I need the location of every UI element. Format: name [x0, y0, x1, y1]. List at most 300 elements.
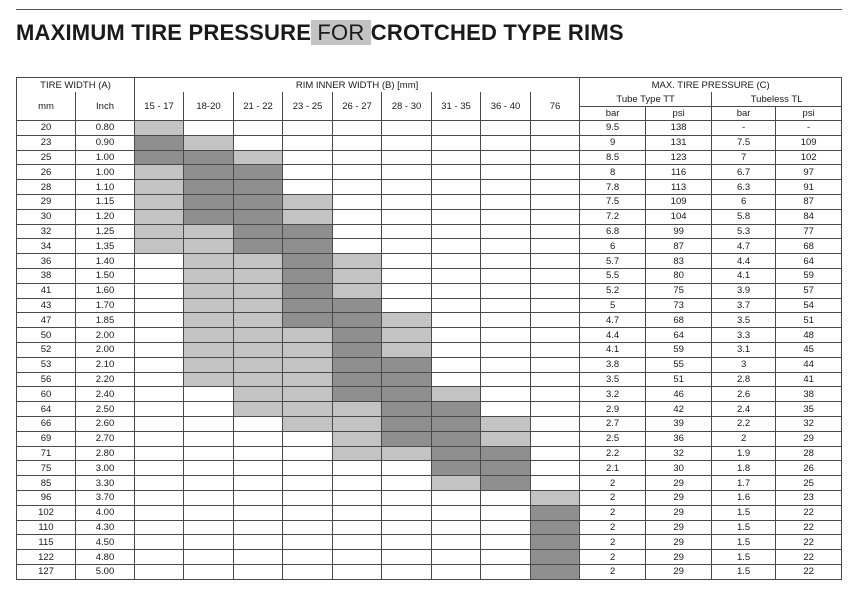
rim-compat-cell [432, 387, 481, 402]
rim-compat-cell [234, 446, 283, 461]
rim-compat-cell [333, 328, 382, 343]
rim-compat-cell [333, 535, 382, 550]
rim-compat-cell [531, 224, 580, 239]
rim-compat-cell [432, 461, 481, 476]
tt-bar-cell: 4.7 [580, 313, 646, 328]
tl-bar-cell: 3.9 [712, 283, 776, 298]
rim-compat-cell [531, 298, 580, 313]
rim-compat-cell [135, 254, 184, 269]
table-row [17, 461, 842, 476]
inch-cell: 2.00 [76, 342, 135, 357]
rim-compat-cell [432, 328, 481, 343]
tt-psi-cell: 116 [646, 165, 712, 180]
rim-compat-cell [531, 431, 580, 446]
tl-psi-cell: 84 [776, 209, 842, 224]
tt-psi-cell: 29 [646, 520, 712, 535]
rim-compat-cell [531, 239, 580, 254]
rim-compat-cell [283, 283, 333, 298]
rim-compat-cell [531, 313, 580, 328]
rim-compat-cell [283, 446, 333, 461]
rim-compat-cell [234, 239, 283, 254]
inch-cell: 1.15 [76, 194, 135, 209]
rim-compat-cell [432, 550, 481, 565]
tl-psi-cell: 38 [776, 387, 842, 402]
tl-bar-cell: 4.1 [712, 268, 776, 283]
rim-compat-cell [531, 461, 580, 476]
rim-compat-cell [481, 224, 531, 239]
title-part-2: FOR [311, 20, 371, 45]
tl-psi-cell: 97 [776, 165, 842, 180]
tt-psi-cell: 29 [646, 490, 712, 505]
tl-bar-cell: 6.3 [712, 180, 776, 195]
tl-bar-cell: 2.8 [712, 372, 776, 387]
tubeless-header: Tubeless TL [712, 92, 842, 107]
table-row [17, 150, 842, 165]
rim-compat-cell [135, 342, 184, 357]
rim-compat-cell [432, 357, 481, 372]
rim-compat-cell [481, 387, 531, 402]
rim-compat-cell [234, 357, 283, 372]
rim-compat-cell [531, 357, 580, 372]
rim-compat-cell [382, 535, 432, 550]
table-row [17, 135, 842, 150]
table-row [17, 224, 842, 239]
rim-compat-cell [382, 402, 432, 417]
tl-bar-cell: 3.5 [712, 313, 776, 328]
tl-psi-cell: - [776, 121, 842, 136]
tl-bar-header: bar [712, 107, 776, 121]
rim-compat-cell [333, 372, 382, 387]
rim-compat-cell [234, 476, 283, 491]
rim-compat-cell [234, 416, 283, 431]
rim-compat-cell [481, 283, 531, 298]
rim-compat-cell [481, 431, 531, 446]
rim-compat-cell [531, 283, 580, 298]
table-row [17, 402, 842, 417]
rim-compat-cell [234, 165, 283, 180]
rim-compat-cell [135, 402, 184, 417]
tt-psi-cell: 123 [646, 150, 712, 165]
rim-compat-cell [481, 342, 531, 357]
rim-compat-cell [531, 490, 580, 505]
rim-compat-cell [184, 461, 234, 476]
rim-compat-cell [135, 387, 184, 402]
tl-bar-cell: 3.7 [712, 298, 776, 313]
rim-compat-cell [135, 209, 184, 224]
rim-compat-cell [382, 372, 432, 387]
rim-compat-cell [432, 121, 481, 136]
rim-compat-cell [481, 535, 531, 550]
inch-cell: 1.85 [76, 313, 135, 328]
rim-compat-cell [531, 402, 580, 417]
rim-width-column-header: 76 [531, 92, 580, 121]
table-row [17, 416, 842, 431]
tire-width-header: TIRE WIDTH (A) [17, 78, 135, 93]
rim-compat-cell [382, 254, 432, 269]
tl-psi-cell: 26 [776, 461, 842, 476]
mm-cell: 29 [17, 194, 76, 209]
rim-compat-cell [333, 416, 382, 431]
rim-compat-cell [234, 150, 283, 165]
tt-psi-cell: 109 [646, 194, 712, 209]
rim-compat-cell [481, 564, 531, 579]
tl-psi-cell: 41 [776, 372, 842, 387]
tt-bar-cell: 5.2 [580, 283, 646, 298]
inch-cell: 2.40 [76, 387, 135, 402]
rim-compat-cell [184, 298, 234, 313]
rim-width-column-header: 36 - 40 [481, 92, 531, 121]
rim-compat-cell [283, 313, 333, 328]
rim-width-column-header: 15 - 17 [135, 92, 184, 121]
rim-compat-cell [135, 535, 184, 550]
rim-compat-cell [481, 150, 531, 165]
rim-compat-cell [382, 387, 432, 402]
mm-cell: 66 [17, 416, 76, 431]
rim-compat-cell [531, 520, 580, 535]
tt-psi-cell: 51 [646, 372, 712, 387]
inch-cell: 4.50 [76, 535, 135, 550]
rim-compat-cell [283, 564, 333, 579]
tl-bar-cell: 3.3 [712, 328, 776, 343]
rim-compat-cell [234, 224, 283, 239]
rim-compat-cell [432, 180, 481, 195]
table-row [17, 476, 842, 491]
tt-bar-cell: 2 [580, 505, 646, 520]
rim-compat-cell [481, 209, 531, 224]
tt-bar-cell: 2 [580, 476, 646, 491]
rim-compat-cell [333, 387, 382, 402]
rim-compat-cell [234, 342, 283, 357]
table-row [17, 121, 842, 136]
rim-compat-cell [135, 224, 184, 239]
rim-compat-cell [481, 313, 531, 328]
tt-psi-cell: 99 [646, 224, 712, 239]
rim-compat-cell [382, 550, 432, 565]
tl-psi-cell: 102 [776, 150, 842, 165]
rim-compat-cell [135, 283, 184, 298]
rim-compat-cell [531, 328, 580, 343]
inch-cell: 1.70 [76, 298, 135, 313]
table-row [17, 283, 842, 298]
rim-compat-cell [432, 402, 481, 417]
rim-compat-cell [283, 402, 333, 417]
rim-compat-cell [382, 520, 432, 535]
rim-compat-cell [531, 535, 580, 550]
rim-compat-cell [333, 446, 382, 461]
rim-compat-cell [184, 357, 234, 372]
rim-compat-cell [135, 121, 184, 136]
rim-compat-cell [382, 135, 432, 150]
tl-bar-cell: - [712, 121, 776, 136]
mm-cell: 127 [17, 564, 76, 579]
tl-bar-cell: 2 [712, 431, 776, 446]
tl-bar-cell: 6 [712, 194, 776, 209]
inch-cell: 0.80 [76, 121, 135, 136]
rim-compat-cell [333, 520, 382, 535]
table-row [17, 328, 842, 343]
tl-psi-cell: 29 [776, 431, 842, 446]
mm-cell: 43 [17, 298, 76, 313]
inch-cell: 5.00 [76, 564, 135, 579]
rim-compat-cell [234, 313, 283, 328]
rim-compat-cell [234, 520, 283, 535]
inch-cell: 4.80 [76, 550, 135, 565]
tl-bar-cell: 7 [712, 150, 776, 165]
rim-compat-cell [481, 416, 531, 431]
rim-compat-cell [234, 431, 283, 446]
tl-psi-cell: 32 [776, 416, 842, 431]
rim-compat-cell [432, 254, 481, 269]
rim-compat-cell [333, 209, 382, 224]
table-row [17, 342, 842, 357]
rim-compat-cell [283, 416, 333, 431]
mm-cell: 69 [17, 431, 76, 446]
tl-psi-cell: 22 [776, 564, 842, 579]
rim-compat-cell [234, 328, 283, 343]
rim-compat-cell [481, 461, 531, 476]
rim-compat-cell [382, 476, 432, 491]
rim-compat-cell [432, 431, 481, 446]
title-part-3: CROTCHED TYPE RIMS [370, 20, 624, 45]
rim-compat-cell [481, 254, 531, 269]
tt-bar-cell: 2.5 [580, 431, 646, 446]
rim-compat-cell [382, 431, 432, 446]
rim-compat-cell [135, 446, 184, 461]
rim-compat-cell [184, 520, 234, 535]
rim-compat-cell [283, 490, 333, 505]
rim-compat-cell [382, 150, 432, 165]
rim-compat-cell [283, 357, 333, 372]
rim-compat-cell [382, 298, 432, 313]
rim-compat-cell [135, 372, 184, 387]
rim-compat-cell [234, 194, 283, 209]
rim-compat-cell [283, 431, 333, 446]
pressure-table [16, 77, 842, 580]
rim-compat-cell [481, 476, 531, 491]
mm-cell: 96 [17, 490, 76, 505]
tl-psi-cell: 59 [776, 268, 842, 283]
rim-compat-cell [481, 121, 531, 136]
rim-compat-cell [531, 342, 580, 357]
max-pressure-header: MAX. TIRE PRESSURE (C) [580, 78, 842, 93]
tl-psi-cell: 44 [776, 357, 842, 372]
rim-compat-cell [184, 239, 234, 254]
table-row [17, 490, 842, 505]
table-row [17, 209, 842, 224]
rim-compat-cell [432, 490, 481, 505]
mm-header: mm [17, 92, 76, 121]
table-row [17, 268, 842, 283]
mm-cell: 50 [17, 328, 76, 343]
rim-compat-cell [333, 490, 382, 505]
rim-compat-cell [135, 239, 184, 254]
rim-compat-cell [135, 298, 184, 313]
rim-compat-cell [531, 446, 580, 461]
tl-psi-cell: 57 [776, 283, 842, 298]
mm-cell: 110 [17, 520, 76, 535]
rim-compat-cell [382, 165, 432, 180]
tt-psi-cell: 104 [646, 209, 712, 224]
tl-bar-cell: 1.5 [712, 505, 776, 520]
tt-bar-header: bar [580, 107, 646, 121]
rim-compat-cell [184, 135, 234, 150]
rim-compat-cell [283, 520, 333, 535]
tt-bar-cell: 7.2 [580, 209, 646, 224]
tt-bar-cell: 4.4 [580, 328, 646, 343]
rim-compat-cell [135, 268, 184, 283]
tt-bar-cell: 4.1 [580, 342, 646, 357]
rim-compat-cell [481, 135, 531, 150]
rim-compat-cell [333, 313, 382, 328]
tl-psi-cell: 48 [776, 328, 842, 343]
tl-bar-cell: 2.4 [712, 402, 776, 417]
rim-width-column-header: 21 - 22 [234, 92, 283, 121]
rim-compat-cell [135, 165, 184, 180]
tt-bar-cell: 2 [580, 564, 646, 579]
tl-bar-cell: 1.7 [712, 476, 776, 491]
tl-psi-cell: 23 [776, 490, 842, 505]
rim-compat-cell [184, 254, 234, 269]
tt-bar-cell: 8 [580, 165, 646, 180]
tl-psi-cell: 22 [776, 550, 842, 565]
tl-psi-cell: 22 [776, 535, 842, 550]
inch-cell: 1.40 [76, 254, 135, 269]
tl-psi-cell: 25 [776, 476, 842, 491]
rim-compat-cell [234, 298, 283, 313]
rim-compat-cell [333, 224, 382, 239]
inch-cell: 2.50 [76, 402, 135, 417]
tl-psi-cell: 22 [776, 520, 842, 535]
rim-compat-cell [184, 224, 234, 239]
rim-compat-cell [135, 135, 184, 150]
inch-cell: 1.25 [76, 224, 135, 239]
tl-psi-cell: 64 [776, 254, 842, 269]
rim-compat-cell [382, 194, 432, 209]
rim-compat-cell [333, 239, 382, 254]
rim-compat-cell [382, 357, 432, 372]
rim-compat-cell [283, 135, 333, 150]
rim-compat-cell [135, 461, 184, 476]
mm-cell: 30 [17, 209, 76, 224]
rim-compat-cell [382, 446, 432, 461]
inch-cell: 1.35 [76, 239, 135, 254]
table-row [17, 313, 842, 328]
rim-compat-cell [531, 254, 580, 269]
tt-bar-cell: 7.5 [580, 194, 646, 209]
table-row [17, 165, 842, 180]
tl-bar-cell: 1.8 [712, 461, 776, 476]
rim-compat-cell [432, 194, 481, 209]
rim-compat-cell [283, 165, 333, 180]
rim-compat-cell [333, 194, 382, 209]
rim-compat-cell [382, 313, 432, 328]
rim-compat-cell [333, 298, 382, 313]
rim-compat-cell [382, 209, 432, 224]
mm-cell: 102 [17, 505, 76, 520]
rim-compat-cell [184, 387, 234, 402]
tt-psi-cell: 75 [646, 283, 712, 298]
mm-cell: 53 [17, 357, 76, 372]
tt-bar-cell: 2.9 [580, 402, 646, 417]
rim-compat-cell [184, 328, 234, 343]
inch-cell: 1.00 [76, 150, 135, 165]
rim-compat-cell [481, 372, 531, 387]
rim-compat-cell [135, 150, 184, 165]
rim-compat-cell [481, 180, 531, 195]
rim-compat-cell [382, 342, 432, 357]
tt-psi-cell: 68 [646, 313, 712, 328]
rim-compat-cell [333, 564, 382, 579]
mm-cell: 23 [17, 135, 76, 150]
rim-compat-cell [333, 254, 382, 269]
rim-compat-cell [184, 431, 234, 446]
rim-compat-cell [481, 268, 531, 283]
tl-bar-cell: 6.7 [712, 165, 776, 180]
mm-cell: 60 [17, 387, 76, 402]
rim-compat-cell [432, 165, 481, 180]
tl-bar-cell: 1.5 [712, 564, 776, 579]
tt-psi-cell: 59 [646, 342, 712, 357]
rim-compat-cell [481, 505, 531, 520]
rim-compat-cell [184, 476, 234, 491]
rim-compat-cell [234, 180, 283, 195]
rim-compat-cell [184, 194, 234, 209]
rim-compat-cell [283, 535, 333, 550]
tt-psi-cell: 46 [646, 387, 712, 402]
rim-compat-cell [481, 239, 531, 254]
tt-psi-cell: 64 [646, 328, 712, 343]
table-row [17, 357, 842, 372]
rim-compat-cell [184, 342, 234, 357]
rim-compat-cell [184, 402, 234, 417]
rim-compat-cell [531, 372, 580, 387]
mm-cell: 26 [17, 165, 76, 180]
rim-compat-cell [333, 121, 382, 136]
tl-bar-cell: 3.1 [712, 342, 776, 357]
rim-compat-cell [283, 550, 333, 565]
tt-bar-cell: 3.8 [580, 357, 646, 372]
tt-bar-cell: 3.2 [580, 387, 646, 402]
rim-compat-cell [283, 505, 333, 520]
tt-psi-cell: 32 [646, 446, 712, 461]
table-row [17, 194, 842, 209]
rim-compat-cell [184, 180, 234, 195]
rim-compat-cell [432, 283, 481, 298]
table-row [17, 298, 842, 313]
rim-compat-cell [283, 150, 333, 165]
rim-compat-cell [184, 564, 234, 579]
rim-compat-cell [432, 239, 481, 254]
rim-compat-cell [135, 194, 184, 209]
rim-compat-cell [333, 283, 382, 298]
rim-compat-cell [135, 490, 184, 505]
rim-compat-cell [234, 209, 283, 224]
inch-cell: 2.20 [76, 372, 135, 387]
rim-compat-cell [382, 224, 432, 239]
inch-cell: 4.30 [76, 520, 135, 535]
rim-compat-cell [333, 402, 382, 417]
tl-psi-header: psi [776, 107, 842, 121]
inch-cell: 3.00 [76, 461, 135, 476]
tl-psi-cell: 45 [776, 342, 842, 357]
rim-compat-cell [531, 135, 580, 150]
tt-bar-cell: 3.5 [580, 372, 646, 387]
rim-compat-cell [333, 550, 382, 565]
tl-bar-cell: 4.7 [712, 239, 776, 254]
mm-cell: 122 [17, 550, 76, 565]
rim-compat-cell [184, 121, 234, 136]
mm-cell: 52 [17, 342, 76, 357]
